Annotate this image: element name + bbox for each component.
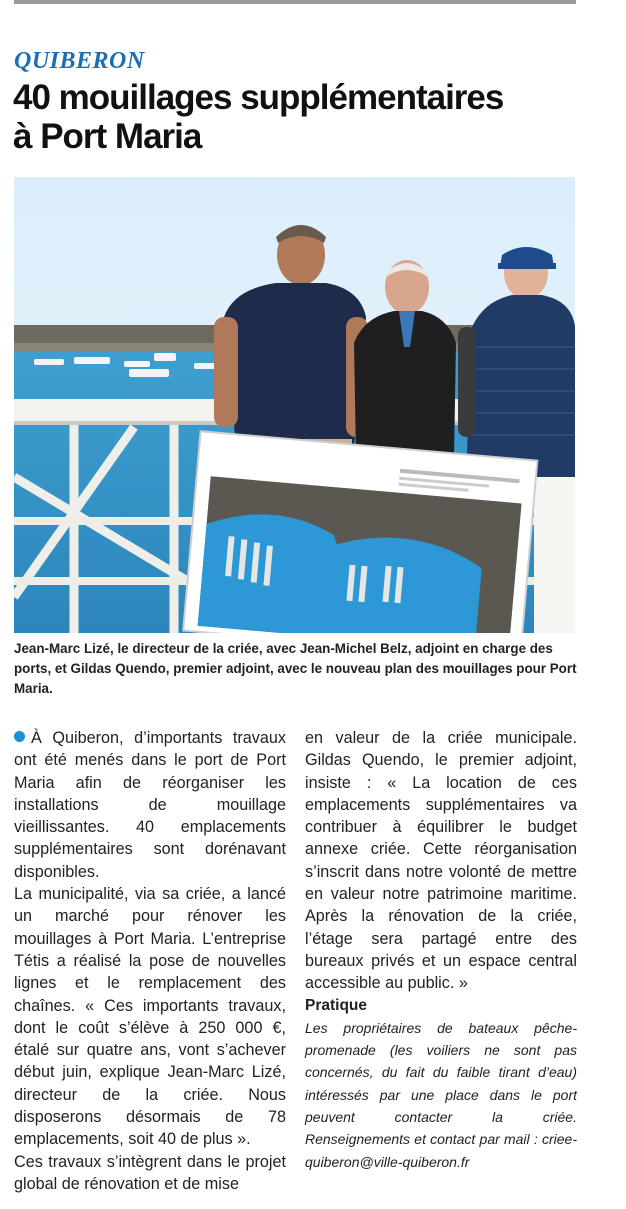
headline-line-2: à Port Maria	[13, 117, 202, 156]
column-left	[14, 727, 286, 1195]
kicker-label: QUIBERON	[14, 48, 145, 74]
headline-line-1: 40 mouillages supplémentaires	[13, 78, 504, 117]
paragraph-1-text: À Quiberon, d’importants travaux ont été menés dans le port de Port Maria afin de réorganiser les installations de mouillage vieillissantes. 40 emplacements supplémentaires sont dorénavant disponibles.	[14, 729, 286, 881]
headline	[13, 78, 603, 156]
practical-body: Les propriétaires de bateaux pêche-promenade (les voiliers ne sont pas concernés, du fait du faible tirant d’eau) intéressés par une place dans le port peuvent contacter la criée. Renseignements et contact par mail : crieequiberon@ville-quiberon.fr	[305, 1019, 577, 1170]
photo-caption: Jean-Marc Lizé, le directeur de la criée, avec Jean-Michel Belz, adjoint en charge des ports, et Gildas Quendo, premier adjoint, avec le nouveau plan des mouillages pour Port Maria.	[14, 641, 577, 696]
column-right	[305, 727, 577, 1173]
paragraph-3: Ces travaux s’intègrent dans le projet global de rénovation et de mise	[14, 1152, 286, 1193]
practical-title: Pratique	[305, 996, 368, 1014]
plan-sign	[183, 431, 537, 633]
paragraph-4: en valeur de la criée municipale. Gildas Quendo, le premier adjoint, insiste : « La location de ces emplacements supplémentaires va contribuer à équilibrer le budget annexe criée. Cette réorganisation s’inscrit dans notre volonté de mettre en valeur notre patrimoine maritime. Après la rénovation de la criée, l’étage sera partagé entre des bureaux privés et un espace central accessible au public. »	[305, 729, 577, 993]
photo-illustration	[14, 177, 575, 633]
top-rule	[14, 0, 576, 4]
article-photo	[14, 177, 575, 633]
paragraph-1	[14, 727, 286, 883]
paragraph-2: La municipalité, via sa criée, a lancé un marché pour rénover les mouillages à Port Maria. L’entreprise Tétis a réalisé la pose de nouvelles lignes et le remplacement des chaînes. « Ces importants travaux, dont le coût s’élève à 250 000 €, étalé sur quatre ans, vont s’achever début juin, explique Jean-Marc Lizé, directeur de la criée. Nous disposerons désormais de 78 emplacements, soit 40 de plus ».	[14, 885, 286, 1149]
bullet-dot-icon	[14, 731, 25, 742]
